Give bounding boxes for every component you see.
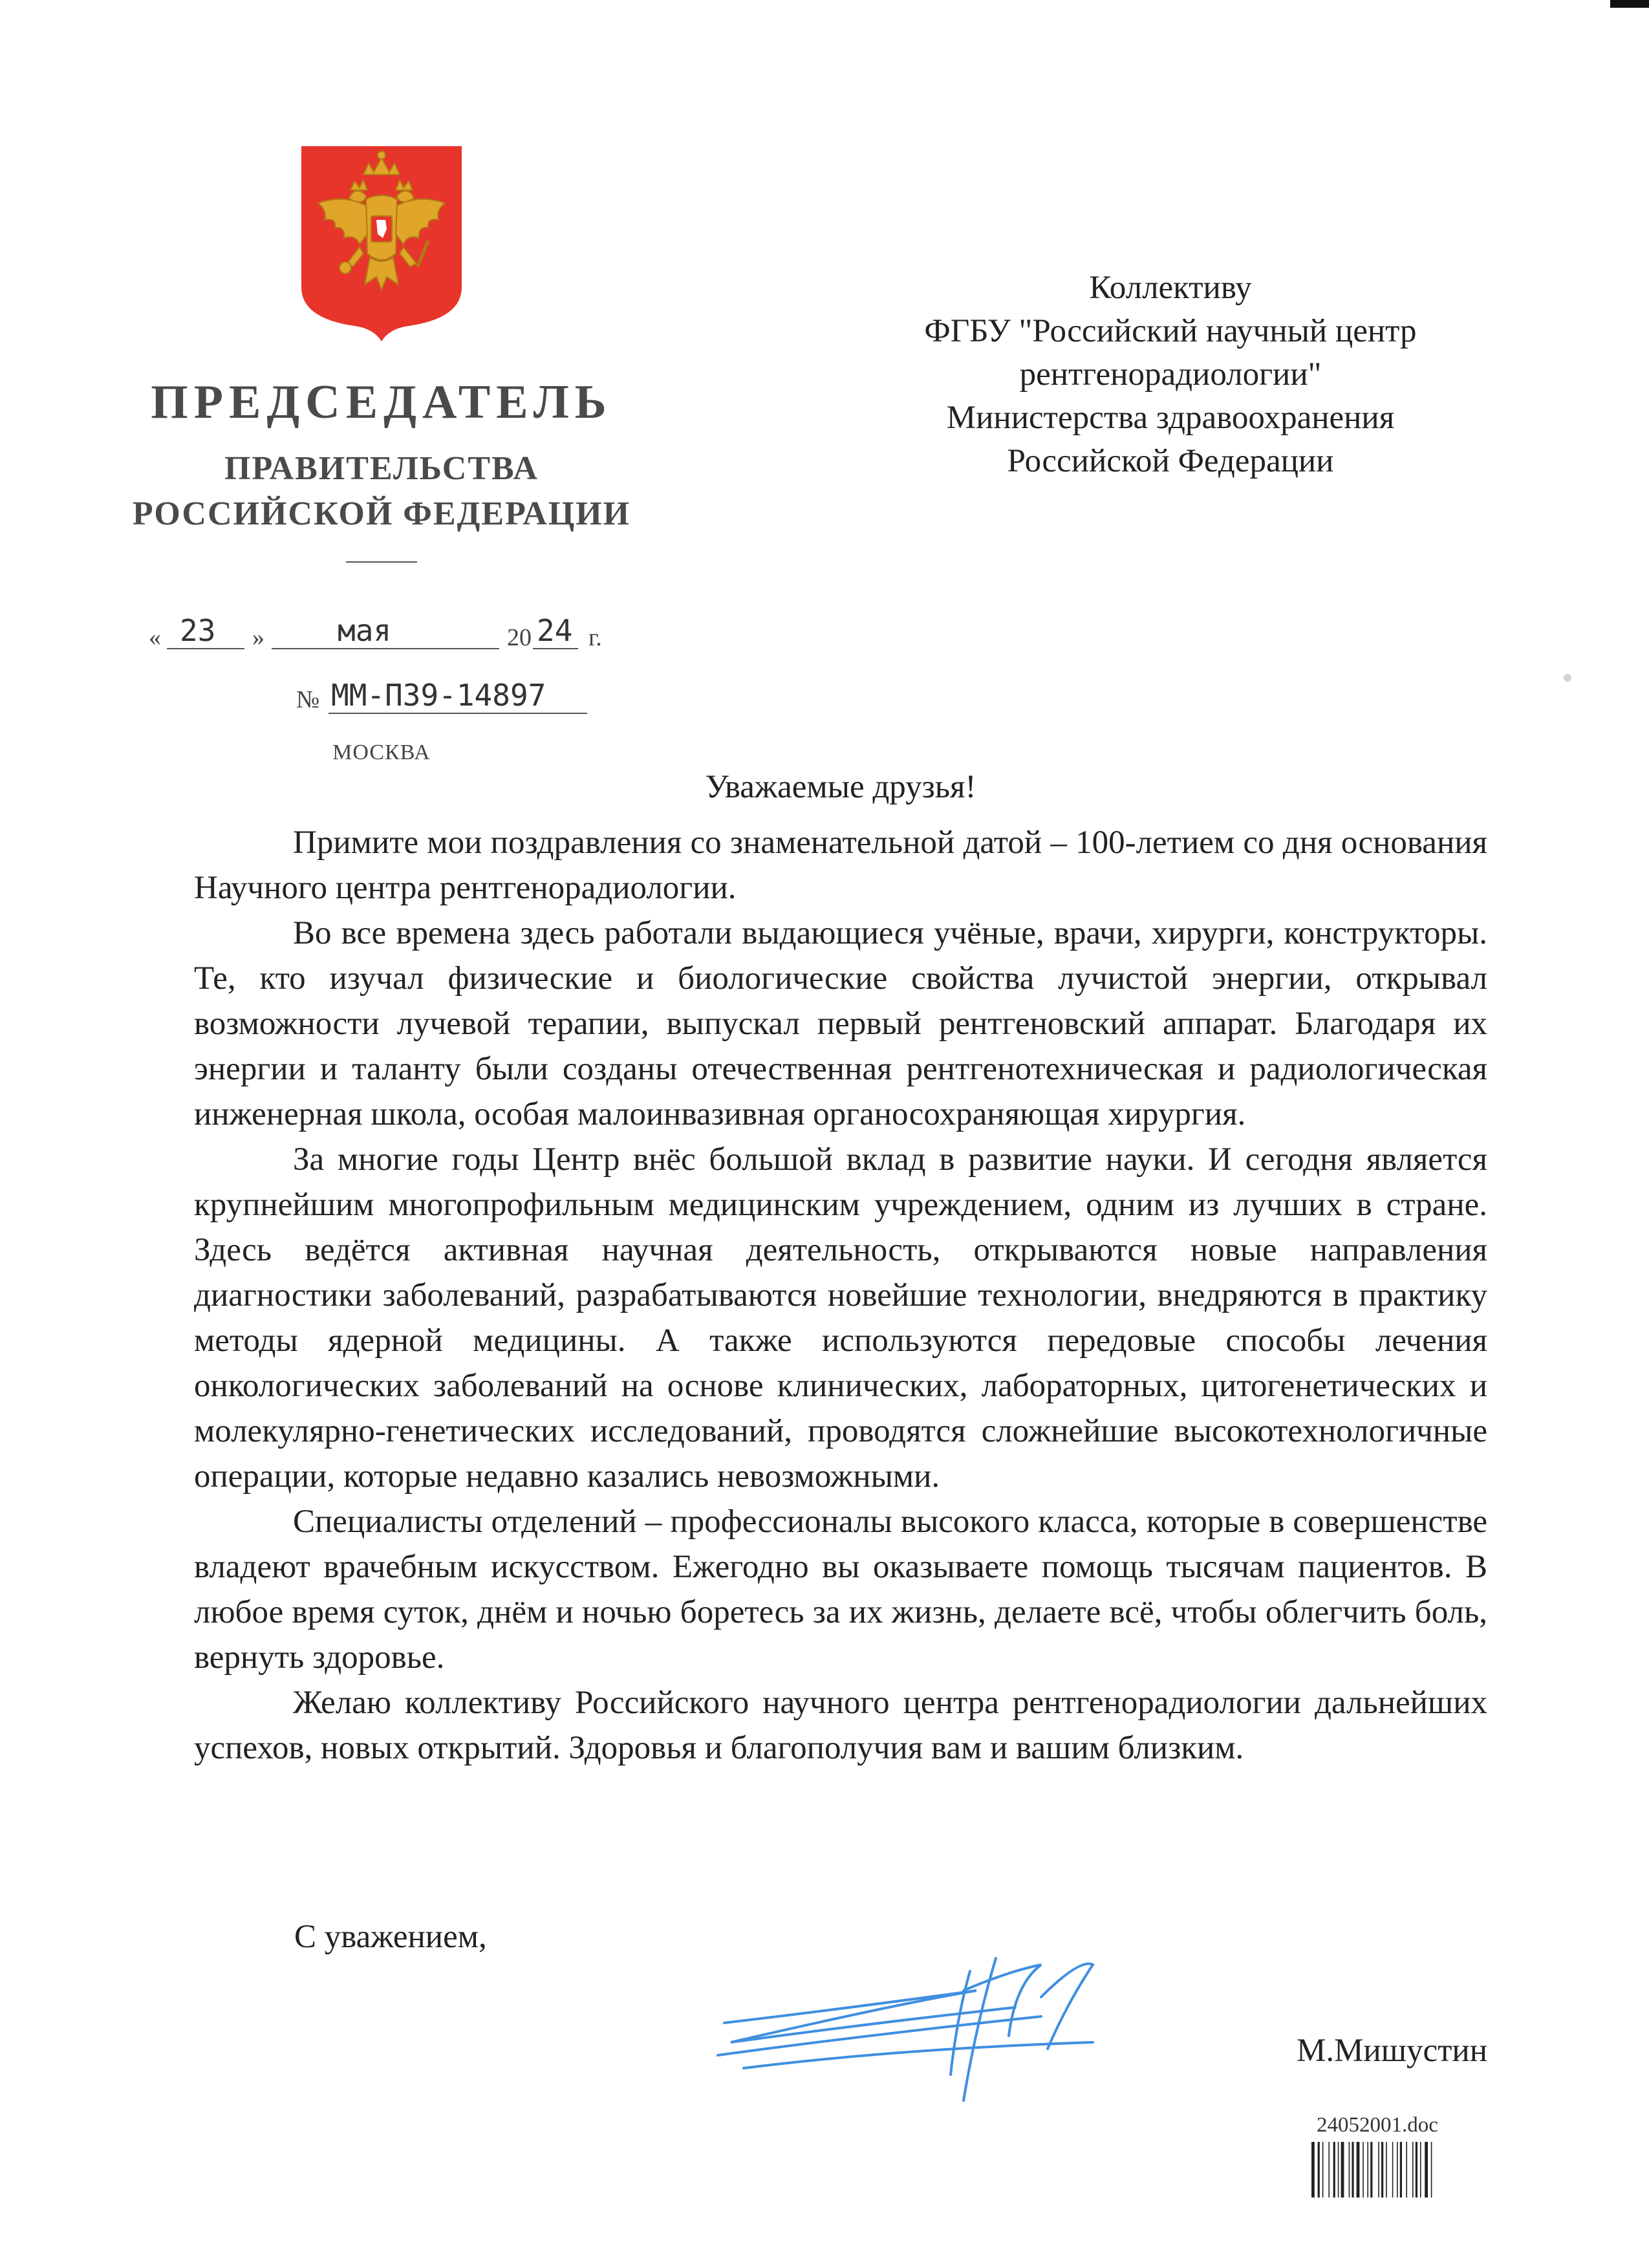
scan-corner-mark <box>1610 0 1649 8</box>
number-line <box>329 713 587 714</box>
date-year-prefix: 20 <box>507 624 532 651</box>
city-label: МОСКВА <box>332 740 431 764</box>
date-close-quote: » <box>252 624 264 651</box>
barcode-bar <box>1338 2142 1339 2198</box>
barcode-bar <box>1392 2142 1394 2198</box>
barcode-bar <box>1397 2142 1398 2198</box>
date-day: 23 <box>180 613 216 648</box>
barcode-bar <box>1370 2142 1372 2198</box>
paragraph-2: Во все времена здесь работали выдающиеся учёные, врачи, хирурги, конструкторы. Те, кто изучал физические и биологические свойства лучистой энергии, открывал возможности лучевой терапии, выпускал первый рентгеновский аппарат. Благодаря их энергии и таланту были созданы отечественная рентгенотехническая и радиологическая инженерная школа, особая малоинвазивная органосохраняющая хирургия. <box>194 915 1487 1132</box>
barcode-bar <box>1322 2142 1324 2198</box>
date-field <box>149 613 614 658</box>
date-month-line <box>272 648 499 649</box>
date-year-mark: г. <box>588 624 602 651</box>
letterhead-subtitle-line-1: ПРАВИТЕЛЬСТВА <box>224 450 539 487</box>
barcode-bar <box>1349 2142 1350 2198</box>
letterhead-subtitle-line-2: РОССИЙСКОЙ ФЕДЕРАЦИИ <box>132 495 631 532</box>
addressee-line-5: Российской Федерации <box>1007 443 1334 479</box>
barcode-bar <box>1381 2142 1383 2198</box>
barcode-bar <box>1311 2142 1315 2198</box>
barcode-bar <box>1328 2142 1330 2198</box>
paragraph-5: Желаю коллективу Российского научного центра рентгенорадиологии дальнейших успехов, новых открытий. Здоровья и благополучия вам и вашим близким. <box>194 1685 1487 1766</box>
addressee-line-2: ФГБУ "Российский научный центр <box>924 313 1417 349</box>
reference-number <box>296 678 620 717</box>
barcode-bar <box>1406 2142 1407 2198</box>
russian-coat-of-arms-icon <box>299 144 464 343</box>
barcode-icon <box>1311 2142 1465 2198</box>
addressee-line-1: Коллективу <box>1089 270 1252 306</box>
paragraph-4: Специалисты отделений – профессионалы высокого класса, которые в совершенстве владеют врачебным искусством. Ежегодно вы оказываете помощь тысячам пациентов. В любое время суток, днём и ночью боретесь за их жизнь, делаете всё, чтобы облегчить боль, вернуть здоровье. <box>194 1504 1487 1676</box>
scan-dot <box>1564 674 1571 682</box>
letterhead-title: ПРЕДСЕДАТЕЛЬ <box>151 376 612 429</box>
date-year-suffix: 24 <box>537 613 573 648</box>
document-reference: 24052001.doc <box>1317 2113 1438 2137</box>
paragraph-1: Примите мои поздравления со знаменательной датой – 100-летием со дня основания Научного центра рентгенорадиологии. <box>194 825 1487 906</box>
barcode-bar <box>1318 2142 1320 2198</box>
date-year-line <box>533 648 578 649</box>
barcode-bar <box>1367 2142 1368 2198</box>
barcode-bar <box>1420 2142 1421 2198</box>
date-open-quote: « <box>149 624 161 651</box>
barcode-bar <box>1363 2142 1364 2198</box>
number-sign: № <box>296 686 320 713</box>
addressee-line-4: Министерства здравоохранения <box>946 400 1395 436</box>
barcode-bar <box>1416 2142 1417 2198</box>
signer-name: М.Мишустин <box>1296 2033 1487 2069</box>
handwritten-signature <box>705 1945 1106 2113</box>
closing: С уважением, <box>294 1919 487 1955</box>
date-month: мая <box>338 613 392 648</box>
addressee-block <box>789 266 1552 483</box>
barcode-bar <box>1333 2142 1335 2198</box>
letterhead-divider <box>346 561 417 563</box>
barcode-bar <box>1431 2142 1432 2198</box>
letter-body <box>194 820 1487 1771</box>
number-value: ММ-П39-14897 <box>331 678 546 713</box>
addressee-line-3: рентгенорадиологии" <box>1019 356 1322 393</box>
barcode-bar <box>1341 2142 1344 2198</box>
barcode-bar <box>1425 2142 1428 2198</box>
greeting: Уважаемые друзья! <box>705 769 976 805</box>
date-day-line <box>167 648 244 649</box>
barcode-bar <box>1400 2142 1402 2198</box>
barcode-bar <box>1412 2142 1414 2198</box>
barcode-bar <box>1352 2142 1353 2198</box>
paragraph-3: За многие годы Центр внёс большой вклад в развитие науки. И сегодня является крупнейшим многопрофильным медицинским учреждением, одним из лучших в стране. Здесь ведётся активная научная деятельность, открываются новые направления диагностики заболеваний, разрабатываются новейшие технологии, внедряются в практику методы ядерной медицины. А также используются передовые способы лечения онкологических заболеваний на основе клинических, лабораторных, цитогенетических и молекулярно-генетических исследований, проводятся сложнейшие высокотехнологичные операции, которые недавно казались невозможными. <box>194 1141 1487 1495</box>
letterhead-subtitle <box>129 446 634 537</box>
barcode-bar <box>1378 2142 1379 2198</box>
barcode-bar <box>1386 2142 1387 2198</box>
barcode-bar <box>1357 2142 1360 2198</box>
